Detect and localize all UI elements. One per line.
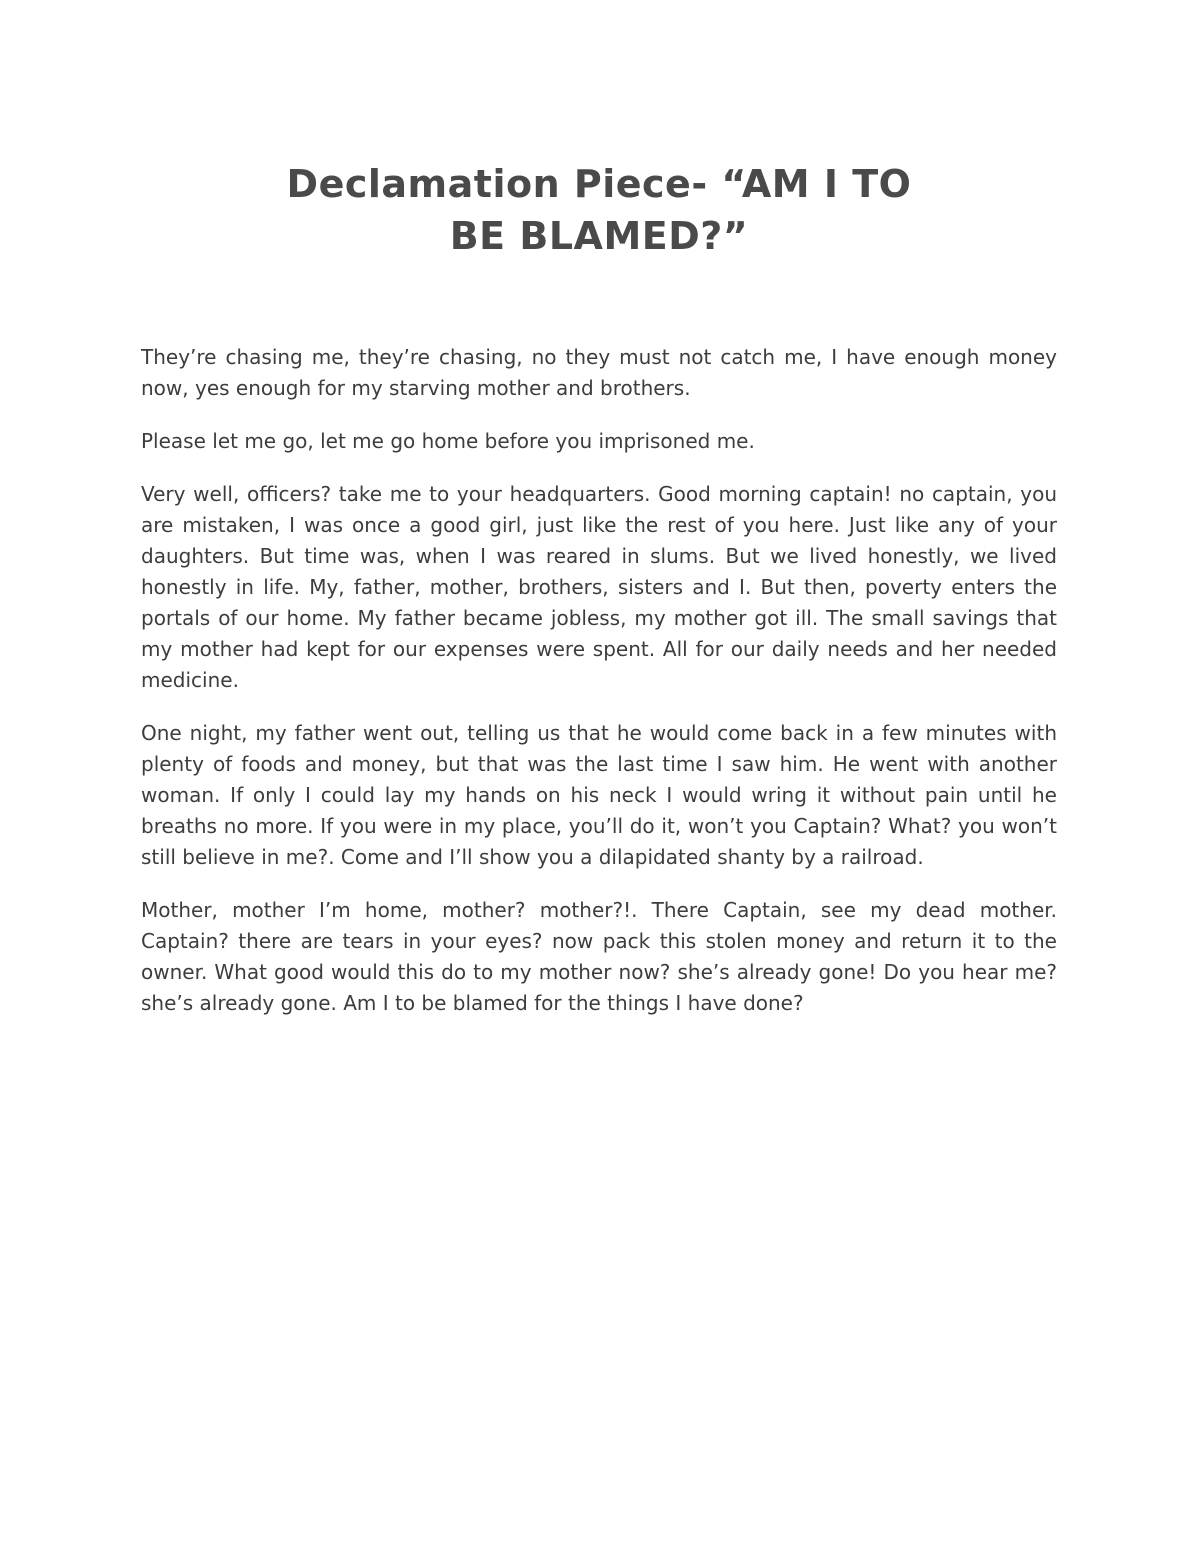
paragraph: They’re chasing me, they’re chasing, no they must not catch me, I have enough money now, yes enough for my starving mother and brothers. (141, 345, 1057, 400)
document-title (140, 158, 1058, 262)
title-line-2: BE BLAMED?” (449, 214, 749, 258)
title-line-1: Declamation Piece- “AM I TO (286, 162, 912, 206)
document-body (141, 342, 1057, 1041)
paragraph: Mother, mother I’m home, mother? mother?!. There Captain, see my dead mother. Captain? there are tears in your eyes? now pack this stolen money and return it to the owner. What good would this do to my mother now? she’s already gone! Do you hear me? she’s already gone. Am I to be blamed for the things I have done? (141, 898, 1057, 1015)
paragraph: Very well, officers? take me to your headquarters. Good morning captain! no captain, you are mistaken, I was once a good girl, just like the rest of you here. Just like any of your daughters. But time was, when I was reared in slums. But we lived honestly, we lived honestly in life. My, father, mother, brothers, sisters and I. But then, poverty enters the portals of our home. My father became jobless, my mother got ill. The small savings that my mother had kept for our expenses were spent. All for our daily needs and her needed medicine. (141, 482, 1057, 692)
paragraph: One night, my father went out, telling us that he would come back in a few minutes with plenty of foods and money, but that was the last time I saw him. He went with another woman. If only I could lay my hands on his neck I would wring it without pain until he breaths no more. If you were in my place, you’ll do it, won’t you Captain? What? you won’t still believe in me?. Come and I’ll show you a dilapidated shanty by a railroad. (141, 721, 1057, 869)
paragraph: Please let me go, let me go home before you imprisoned me. (141, 429, 755, 453)
